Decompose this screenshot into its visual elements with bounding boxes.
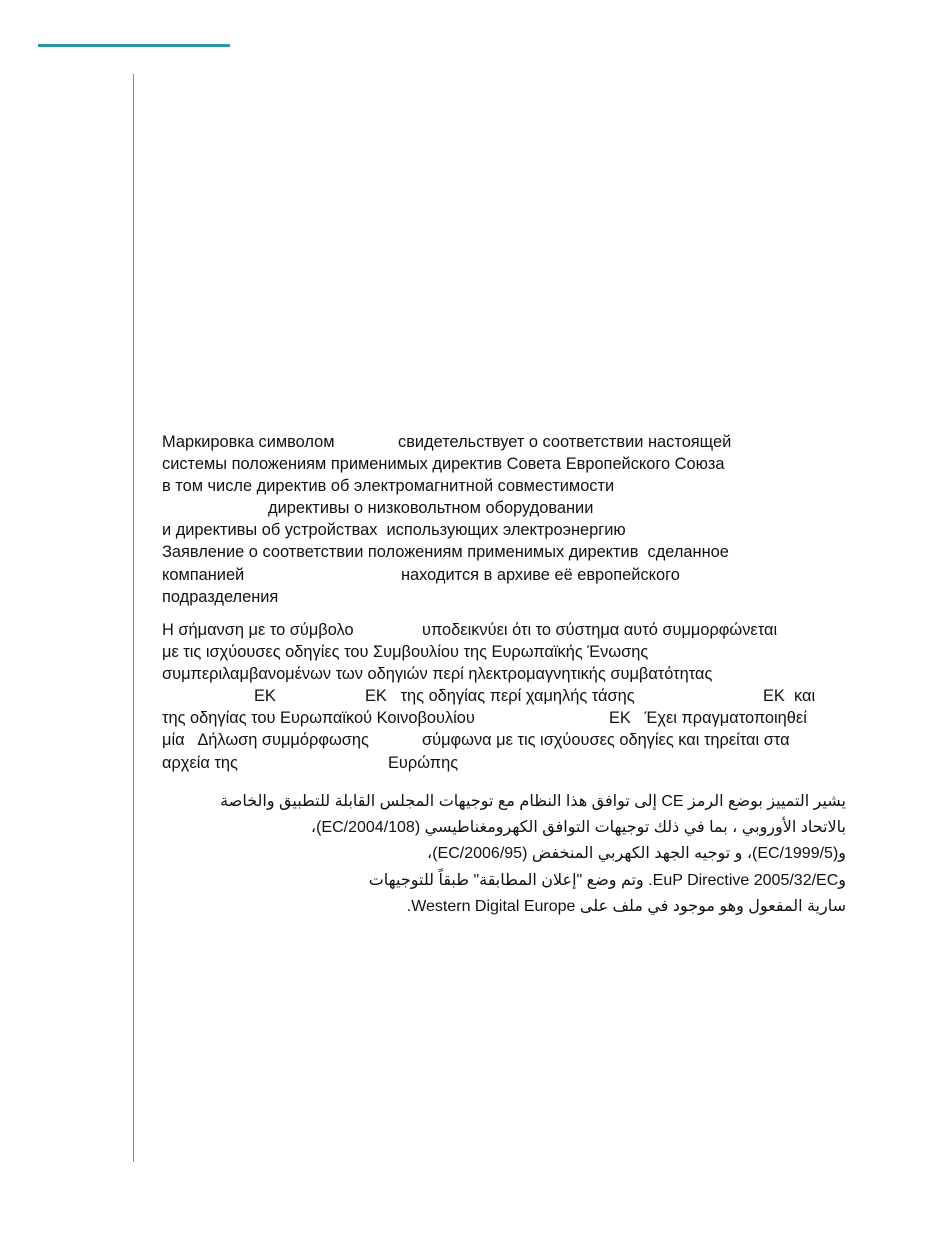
- text-line: [162, 519, 852, 541]
- arabic-paragraph: [162, 789, 846, 920]
- text-segment: директивы о низковольтном оборудовании: [268, 499, 594, 518]
- text-segment: αρχεία της: [162, 753, 238, 772]
- text-segment: свидетельствует о соответствии настоящей: [398, 433, 732, 451]
- text-line: سارية المفعول وهو موجود في ملف على Western Digital Europe.: [406, 897, 846, 915]
- text-line: و(1999/5/EC)، و توجيه الجهد الكهربي المنخفض (2006/95/EC)،: [427, 845, 846, 863]
- text-segment: ΕΚ Έχει πραγματοποιηθεί: [609, 709, 807, 728]
- text-line: [162, 619, 852, 641]
- text-line: [162, 541, 852, 563]
- text-segment: Маркировка символом: [162, 433, 335, 451]
- text-line: [162, 453, 852, 475]
- text-line: [162, 564, 852, 586]
- text-line: [162, 431, 852, 453]
- text-segment: в том числе директив об электромагнитной совместимости: [162, 477, 615, 496]
- text-segment: Ευρώπης: [388, 753, 459, 772]
- text-segment: σύμφωνα με τις ισχύουσες οδηγίες και τηρείται στα: [422, 731, 790, 750]
- text-segment: υποδεικνύει ότι το σύστημα αυτό συμμορφώνεται: [422, 621, 778, 639]
- text-line: وEuP Directive 2005/32/EC. وتم وضع "إعلان المطابقة" طبقاً للتوجيهات: [368, 871, 846, 889]
- text-segment: ΕΚ και: [763, 687, 816, 706]
- margin-rule: [133, 74, 134, 1162]
- text-line: [162, 586, 852, 608]
- text-segment: της οδηγίας του Ευρωπαϊκού Κοινοβουλίου: [162, 709, 475, 728]
- text-segment: ΕΚ: [254, 687, 276, 706]
- text-segment: компанией: [162, 565, 245, 584]
- text-segment: ΕΚ της οδηγίας περί χαμηλής τάσης: [365, 687, 635, 706]
- text-segment: μία Δήλωση συμμόρφωσης: [162, 731, 369, 750]
- text-segment: Заявление о соответствии положениям применимых директив сделанное: [162, 543, 729, 562]
- text-line: يشير التمييز بوضع الرمز CE إلى توافق هذا النظام مع توجيهات المجلس القابلة للتطبيق والخاصة: [220, 793, 846, 810]
- greek-paragraph: [162, 619, 852, 774]
- text-line: [162, 752, 852, 774]
- text-line: [162, 641, 852, 663]
- text-line: [162, 663, 852, 685]
- text-line: [162, 475, 852, 497]
- text-segment: συμπεριλαμβανομένων των οδηγιών περί ηλεκτρομαγνητικής συμβατότητας: [162, 665, 713, 684]
- text-segment: системы положениям применимых директив Совета Европейского Союза: [162, 455, 725, 474]
- text-segment: и директивы об устройствах использующих электроэнергию: [162, 521, 626, 540]
- text-line: [162, 497, 852, 519]
- text-line: بالاتحاد الأوروبي ، بما في ذلك توجيهات التوافق الكهرومغناطيسي (2004/108/EC)،: [310, 819, 846, 837]
- text-line: [162, 685, 852, 707]
- text-line: [162, 707, 852, 729]
- text-segment: με τις ισχύουσες οδηγίες του Συμβουλίου της Ευρωπαϊκής Ένωσης: [162, 643, 649, 662]
- text-line: [162, 729, 852, 751]
- text-segment: находится в архиве её европейского: [401, 565, 680, 584]
- accent-rule: [38, 44, 230, 47]
- text-segment: Η σήμανση με το σύμβολο: [162, 621, 354, 639]
- russian-paragraph: [162, 431, 852, 608]
- text-segment: подразделения: [162, 587, 279, 606]
